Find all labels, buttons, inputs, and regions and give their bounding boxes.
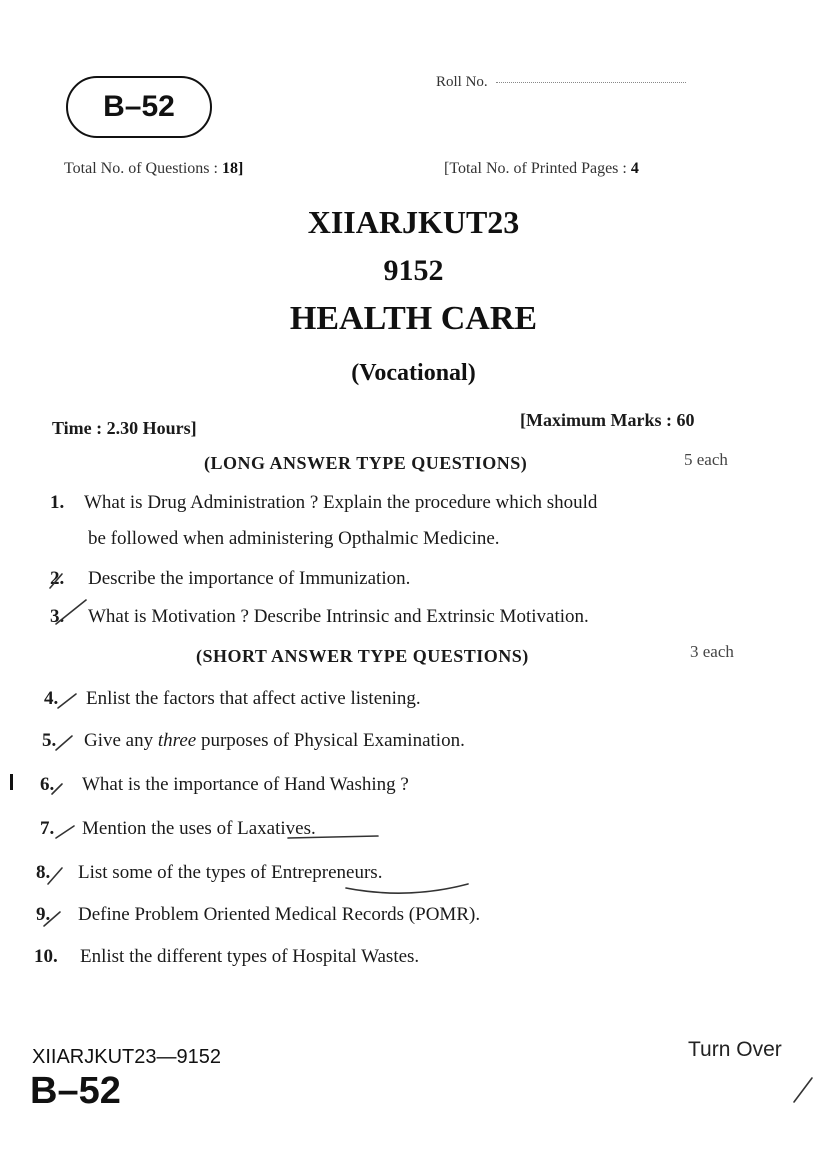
section-marks-short: 3 each	[690, 642, 734, 661]
question-text-start: Give any	[84, 730, 158, 751]
question-number: 5.	[42, 730, 57, 751]
pen-underline-icon	[346, 884, 468, 893]
question-text-continued: be followed when administering Opthalmic Medicine.	[88, 528, 500, 549]
pen-tick-icon	[44, 912, 60, 926]
question-text: What is Drug Administration ? Explain the procedure which should	[84, 492, 598, 513]
stream-title: (Vocational)	[351, 360, 476, 386]
question-number: 8.	[36, 862, 51, 883]
total-pages-label: [Total No. of Printed Pages :	[444, 160, 627, 177]
question-number: 9.	[36, 904, 51, 925]
maximum-marks: [Maximum Marks : 60	[520, 410, 695, 430]
pen-tick-icon	[58, 694, 76, 708]
pen-tick-icon	[56, 600, 86, 624]
time-allowed: Time : 2.30 Hours]	[52, 418, 197, 438]
pen-tick-icon	[56, 736, 72, 750]
question-number: 3.	[50, 606, 65, 627]
paper-code-badge-text: B–52	[103, 90, 175, 123]
question-text-end: purposes of Physical Examination.	[196, 730, 465, 751]
question-number: 6.	[40, 774, 55, 795]
paper-number-title: 9152	[383, 254, 444, 287]
question-text: Describe the importance of Immunization.	[88, 568, 411, 589]
subject-title: HEALTH CARE	[289, 300, 538, 337]
question-text: Enlist the different types of Hospital Wastes.	[80, 946, 420, 967]
total-questions-label: Total No. of Questions :	[64, 160, 218, 177]
margin-mark-icon	[10, 774, 13, 790]
question-number: 2.	[50, 568, 65, 589]
footer-paper-code: XIIARJKUT23—9152	[32, 1046, 221, 1068]
question-number: 7.	[40, 818, 55, 839]
roll-number-label: Roll No.	[436, 74, 488, 90]
pen-tick-icon	[52, 784, 62, 794]
footer-badge: B–52	[30, 1070, 121, 1112]
pen-slash-icon	[794, 1078, 812, 1102]
question-text-emphasis: three	[157, 730, 197, 751]
total-pages-value: 4	[630, 160, 639, 177]
pen-tick-icon	[50, 574, 62, 588]
question-number: 4.	[44, 688, 59, 709]
total-questions-value: 18]	[221, 160, 244, 177]
exam-code-title: XIIARJKUT23	[307, 204, 520, 240]
section-marks-long: 5 each	[684, 450, 728, 469]
question-text: List some of the types of Entrepreneurs.	[78, 862, 383, 883]
question-text: What is the importance of Hand Washing ?	[82, 774, 409, 795]
question-text: What is Motivation ? Describe Intrinsic and Extrinsic Motivation.	[88, 606, 589, 627]
question-number: 10.	[34, 946, 58, 967]
question-number: 1.	[50, 492, 65, 513]
section-heading-long: (LONG ANSWER TYPE QUESTIONS)	[204, 453, 528, 473]
pen-tick-icon	[48, 868, 62, 884]
turn-over-label: Turn Over	[688, 1038, 782, 1061]
section-heading-short: (SHORT ANSWER TYPE QUESTIONS)	[196, 646, 529, 666]
pen-underline-icon	[288, 836, 378, 838]
question-text: Mention the uses of Laxatives.	[82, 818, 316, 839]
question-text: Define Problem Oriented Medical Records (POMR).	[78, 904, 481, 925]
question-text: Enlist the factors that affect active listening.	[86, 688, 421, 709]
pen-tick-icon	[56, 826, 74, 838]
